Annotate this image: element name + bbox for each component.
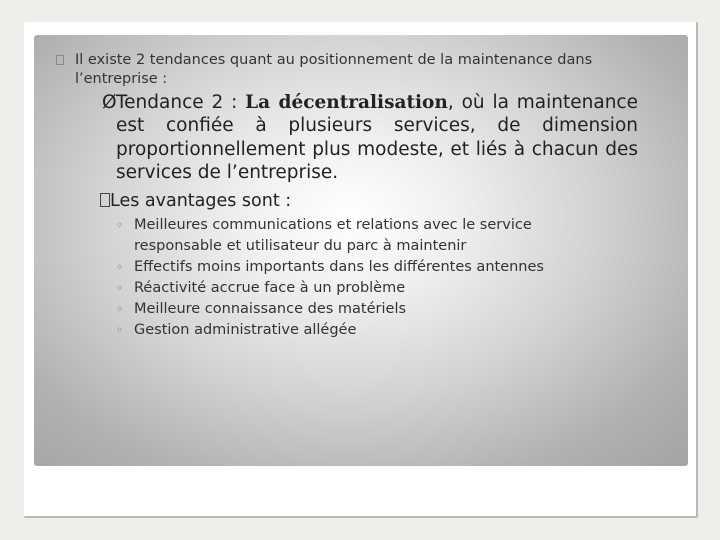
missing-glyph-icon: [100, 193, 110, 207]
intro-paragraph: Il existe 2 tendances quant au positionnement de la maintenance dans l’entreprise :: [75, 52, 593, 87]
list-item: ◦ Meilleure connaissance des matériels: [116, 299, 616, 320]
square-bullet-icon: [56, 55, 64, 65]
list-item: ◦ Réactivité accrue face à un problème: [116, 278, 616, 299]
list-item: ◦ Effectifs moins importants dans les différentes antennes: [116, 257, 616, 278]
advantages-list: [116, 215, 616, 341]
arrow-bullet-icon: Ø: [102, 92, 117, 113]
advantages-heading-text: Les avantages sont :: [110, 191, 292, 211]
list-item: ◦ Meilleures communications et relations avec le service responsable et utilisateur du parc à maintenir: [116, 215, 616, 257]
tendance-prefix: Tendance 2 :: [116, 92, 246, 113]
tendance-title: La décentralisation: [245, 92, 448, 113]
tendance-text: , où la maintenance est confiée à plusieurs services, de dimension proportionnellement plus modeste, et liés à chacun des services de l’entreprise.: [116, 92, 638, 183]
advantages-heading: [100, 190, 640, 212]
list-item: ◦ Gestion administrative allégée: [116, 320, 616, 341]
tendance-paragraph: [102, 91, 638, 184]
